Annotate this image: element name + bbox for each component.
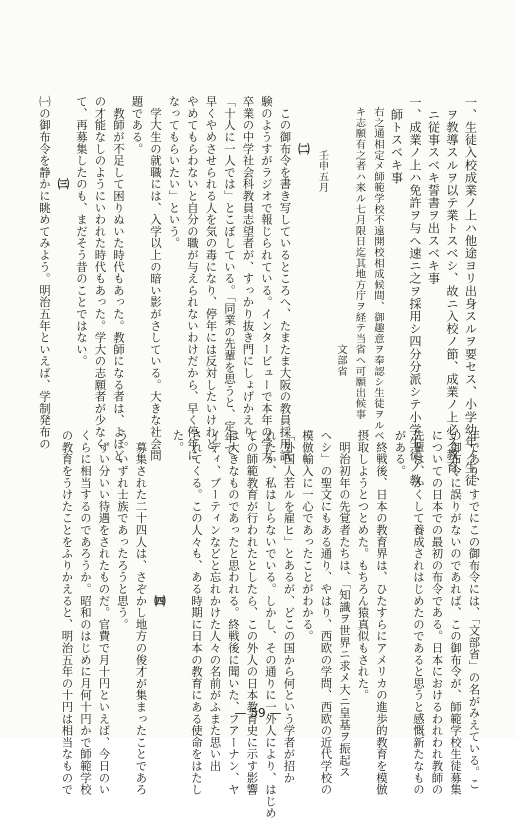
section-4-marker: ㈣ xyxy=(153,429,167,607)
decree-line-4: 一、成業ノ上ハ免許ヲ与ヘ速ニ之ヲ採用シ四分分派シテ小学生徒ノ教 xyxy=(408,95,422,487)
decree-line-2: ヲ教導スルヲ以テ業トスベシ、故ニ入校ノ節、成業ノ上必ス教育 xyxy=(445,95,459,474)
bottom-a-line-6: 終戦後、日本の教育界は、ひたすらにアメリカの進歩的教育を模倣 xyxy=(375,429,389,796)
sec2-line-1: この御布令を書き写しているところへ、たまたま大阪の教員採用試 xyxy=(278,95,293,462)
bottom-a-line-2: の御布令に誤りがないのであれば、この御布令が、師範学校生徒募集 xyxy=(449,429,463,796)
bottom-a-line-15: イディ、ブーティンなどと忘れかけた人々の名前がふまた思い出 xyxy=(208,429,223,772)
bottom-a-line-13: ての師範教育が行われたとしたら、この外人の日本教育史に示す影響 xyxy=(245,429,260,796)
sec2-line-6: やめてもらわないと自分の職が与えられないわけだから、早く停年に xyxy=(186,95,200,462)
sec2-line-7: なってもらいたい」という。 xyxy=(167,95,182,250)
bottom-b-line-3: ずい分いい待遇をされたものだ。官費で月十円といえば、今日のい xyxy=(97,429,112,796)
sec2-line-4: 「十人に一人では」とこぼしている。「同業の先輩を思うと、定年で xyxy=(223,95,237,456)
decree-signature: 文部省 xyxy=(335,95,347,377)
decree-line-6: 右之通相定メ師範学校不遠開校相成候間、御趣意ヲ奉認シ生徒ヲルベ xyxy=(372,95,384,442)
decree-line-3: ニ従事スベキ誓書ヲ出スベキ事 xyxy=(426,95,441,285)
sec2-line-12: て、再募集したのも、まだそう昔のことではない。 xyxy=(75,95,89,368)
bottom-a-line-14: は大きなものであったと思われる。終戦後に聞いた、フアーナン、ヤ xyxy=(227,429,241,796)
decree-line-7: キ志願有之者ハ来ル七月限日迄其地方庁ヲ経テ当省ヘ可願出候事 xyxy=(353,95,366,420)
bottom-a-line-11: 「外国人若ルを雇ヒ」とあるが、どこの国から何という学者が招か xyxy=(282,429,297,784)
bottom-right-column xyxy=(40,372,503,819)
bottom-b-line-1: 募集された二十四人は、さぞかし地方の俊才が集まったことであろ xyxy=(134,429,149,796)
section-3-marker: ㈢ xyxy=(56,95,71,191)
bottom-a-line-9: ヘシ」の聖文にもある通り、やはり、西欧の学問、西欧の近代学校の xyxy=(319,429,334,796)
section-2-marker: ㈡ xyxy=(297,95,311,155)
decree-line-1: 一、生徒入校成業ノ上ハ他途ヨリ出身スルヲ要セス、小学幼年ノ生徒 xyxy=(463,95,478,487)
bottom-a-line-17: た。 xyxy=(171,429,186,454)
bottom-a-line-7: 摂取しようとつとめた。もちろん猿真似もされた。 xyxy=(356,429,371,702)
page-number: — 59 — xyxy=(234,706,282,720)
bottom-b-line-4: くらに相当するのであろうか。昭和のはじめに月何十円かで師範学校 xyxy=(79,429,93,796)
bottom-a-line-4: 先輩は、かくして養成されはじめたのであると思うと感慨新たなもの xyxy=(412,429,426,796)
bottom-b-line-2: う。いずれ士族であったろうと思う。 xyxy=(116,429,130,631)
bottom-a-line-12: れたか、私はしらないでいる。しかし、その通りに一外人により、はじめ xyxy=(264,429,278,819)
bottom-a-line-8: 明治初年の先覚者たちは、「知識ヲ世界ニ求メ大ニ皇基ヲ振起ス xyxy=(338,429,352,778)
bottom-a-line-1: 年であり、すでにこの御布令には、「文部省」の名がみえている。こ xyxy=(467,429,482,790)
sec2-line-11: の才能なしのようにいわれた時代もあった。学大の志願者が少なく xyxy=(93,95,108,450)
bottom-a-line-16: されてくる。この人々も、ある時期に日本の教育にある使命をはたし xyxy=(190,429,204,796)
sec2-line-5: 早くやめさせられる人を気の毒になり、停年には反対したいけれど、 xyxy=(204,95,219,462)
bottom-a-line-10: 模倣輸入に一心であったことがわかる。 xyxy=(301,429,315,643)
decree-date: 壬申五月 xyxy=(316,95,329,193)
sec2-line-10: 教師が不足して困りぬいた時代もあった。教師になる者は、よほど xyxy=(112,95,126,462)
decree-line-5: 師トスベキ事 xyxy=(389,95,404,184)
sec2-line-2: 験のようすがラジオで報じられている。インタービューで本年の学大 xyxy=(260,95,274,462)
sec2-line-3: 卒業の中学社会科教員志望者が、すっかり抜き門にしょげかえり、 xyxy=(241,95,256,450)
sec3-line-1: ㈠の御布令を静かに眺めてみよう。明治五年といえば、学制発布の xyxy=(38,95,52,450)
sec2-line-9: 題である。 xyxy=(130,95,145,155)
bottom-a-line-5: がある。 xyxy=(393,429,408,477)
bottom-a-line-3: についての日本での最初の布令である。日本におけるわれわれ教師の xyxy=(430,429,445,796)
sec2-line-8: 学大生の就職には、入学以上の暗い影がさしている。大きな社会問 xyxy=(149,95,163,462)
bottom-b-line-5: の教育をうけたことをふりかえると、明治五年の十円は相当なもので xyxy=(60,429,75,796)
